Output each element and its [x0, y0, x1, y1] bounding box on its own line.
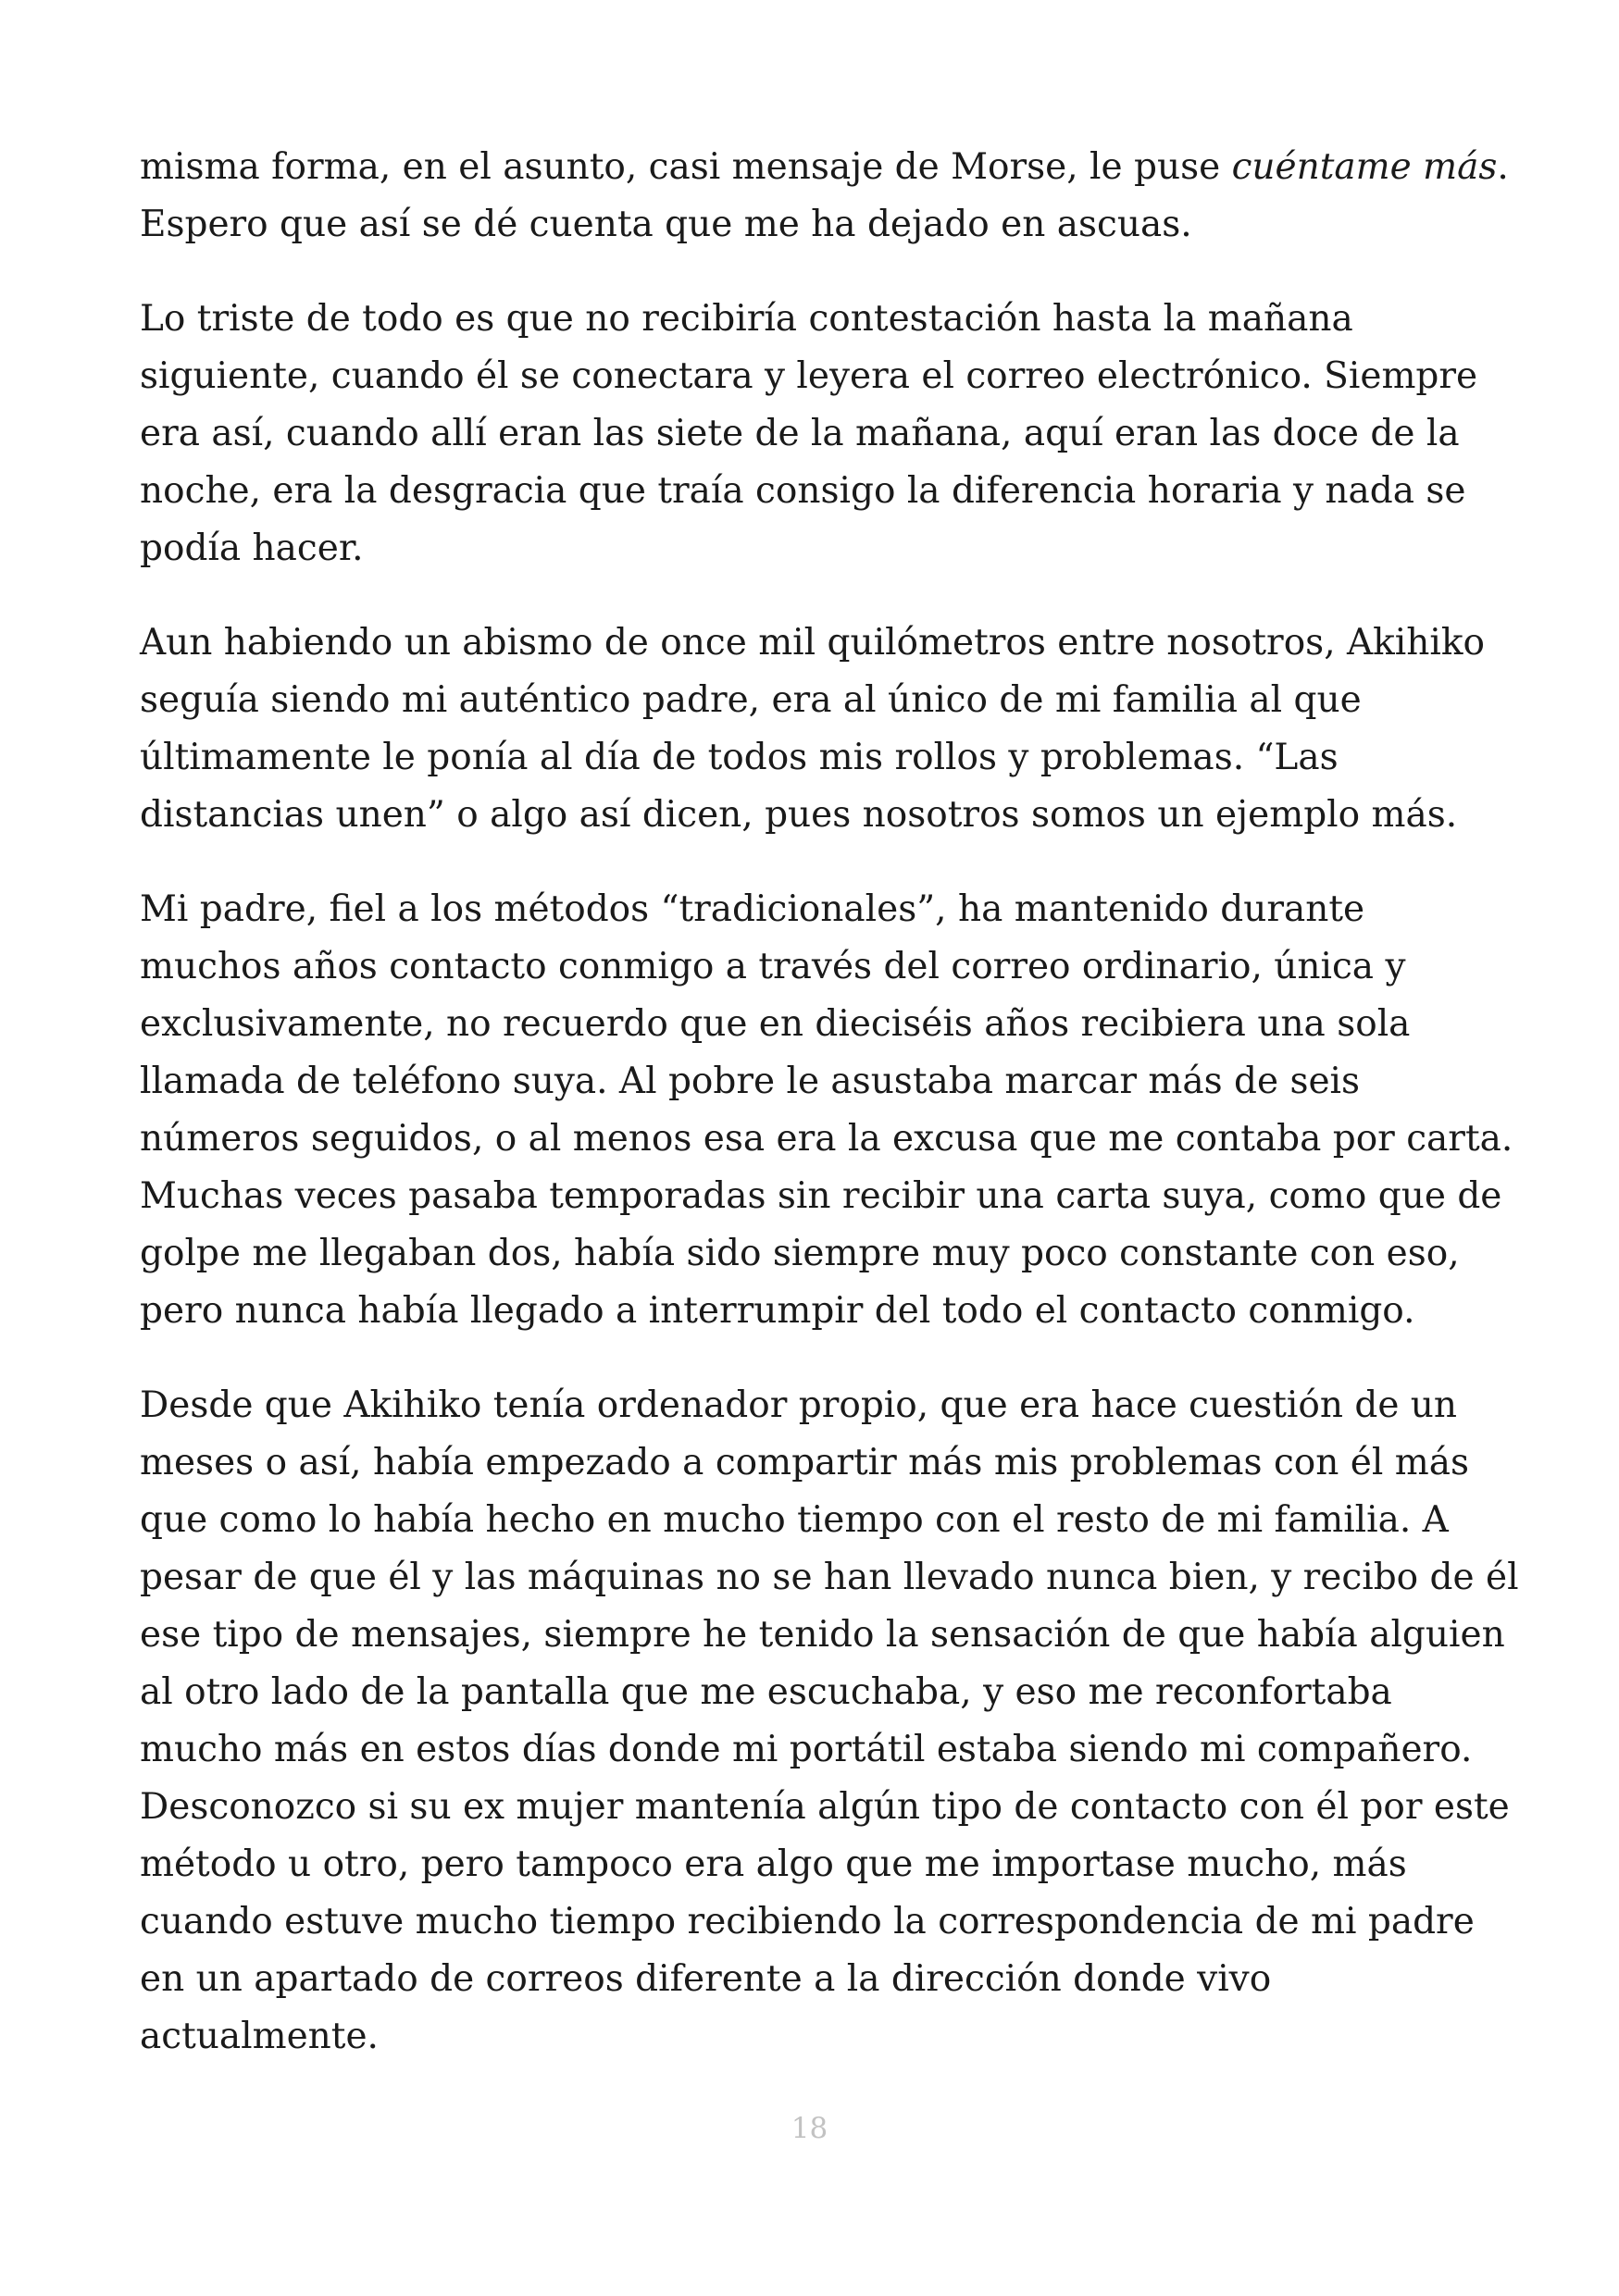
paragraph-line: podía hacer. — [140, 527, 364, 569]
paragraph-line: siguiente, cuando él se conectara y leyera el correo electrónico. Siempre — [140, 355, 1478, 397]
paragraph-line: al otro lado de la pantalla que me escuchaba, y eso me reconfortaba — [140, 1671, 1392, 1713]
page-number: 18 — [791, 2112, 828, 2145]
paragraph-line: Desconozco si su ex mujer mantenía algún tipo de contacto con él por este — [140, 1786, 1510, 1828]
paragraph-line: pesar de que él y las máquinas no se han llevado nunca bien, y recibo de él — [140, 1557, 1519, 1598]
paragraph-line: golpe me llegaban dos, había sido siempre muy poco constante con eso, — [140, 1233, 1460, 1274]
body-text — [140, 139, 1519, 2103]
paragraph-line: Mi padre, fiel a los métodos “tradicionales”, ha mantenido durante — [140, 888, 1365, 930]
paragraph-line: método u otro, pero tampoco era algo que me importase mucho, más — [140, 1843, 1407, 1885]
paragraph-line: misma forma, en el asunto, casi mensaje de Morse, le puse cuéntame más. — [140, 146, 1509, 188]
italic-phrase: cuéntame más — [1231, 146, 1498, 188]
paragraph-line: meses o así, había empezado a compartir más mis problemas con él más — [140, 1442, 1469, 1483]
paragraph-line: números seguidos, o al menos esa era la excusa que me contaba por carta. — [140, 1118, 1513, 1160]
paragraph-line: ese tipo de mensajes, siempre he tenido la sensación de que había alguien — [140, 1614, 1505, 1656]
paragraph-line: Muchas veces pasaba temporadas sin recibir una carta suya, como que de — [140, 1175, 1502, 1217]
paragraph-line: Lo triste de todo es que no recibiría contestación hasta la mañana — [140, 298, 1353, 340]
paragraph-line: seguía siendo mi auténtico padre, era al único de mi familia al que — [140, 679, 1362, 721]
paragraph-line: pero nunca había llegado a interrumpir del todo el contacto conmigo. — [140, 1290, 1415, 1332]
paragraph-5 — [140, 1377, 1519, 2066]
paragraph-1 — [140, 139, 1509, 254]
paragraph-line: cuando estuve mucho tiempo recibiendo la correspondencia de mi padre — [140, 1901, 1475, 1942]
paragraph-line: era así, cuando allí eran las siete de la mañana, aquí eran las doce de la — [140, 413, 1460, 454]
paragraph-line: Espero que así se dé cuenta que me ha dejado en ascuas. — [140, 204, 1192, 245]
paragraph-line: noche, era la desgracia que traía consigo la diferencia horaria y nada se — [140, 470, 1466, 512]
paragraph-line: actualmente. — [140, 2016, 379, 2057]
paragraph-line: últimamente le ponía al día de todos mis rollos y problemas. “Las — [140, 737, 1339, 778]
paragraph-line: mucho más en estos días donde mi portátil estaba siendo mi compañero. — [140, 1729, 1473, 1770]
paragraph-3 — [140, 614, 1491, 844]
paragraph-2 — [140, 291, 1491, 577]
paragraph-line: muchos años contacto conmigo a través del correo ordinario, única y — [140, 946, 1406, 987]
paragraph-line: Aun habiendo un abismo de once mil quilómetros entre nosotros, Akihiko — [140, 622, 1485, 664]
paragraph-line: exclusivamente, no recuerdo que en dieciséis años recibiera una sola — [140, 1003, 1411, 1045]
paragraph-line: llamada de teléfono suya. Al pobre le asustaba marcar más de seis — [140, 1061, 1361, 1102]
paragraph-line: distancias unen” o algo así dicen, pues nosotros somos un ejemplo más. — [140, 794, 1458, 836]
paragraph-line: en un apartado de correos diferente a la dirección donde vivo — [140, 1958, 1272, 2000]
paragraph-4 — [140, 881, 1513, 1340]
paragraph-line: Desde que Akihiko tenía ordenador propio, que era hace cuestión de un — [140, 1384, 1458, 1426]
paragraph-line: que como lo había hecho en mucho tiempo con el resto de mi familia. A — [140, 1499, 1449, 1541]
